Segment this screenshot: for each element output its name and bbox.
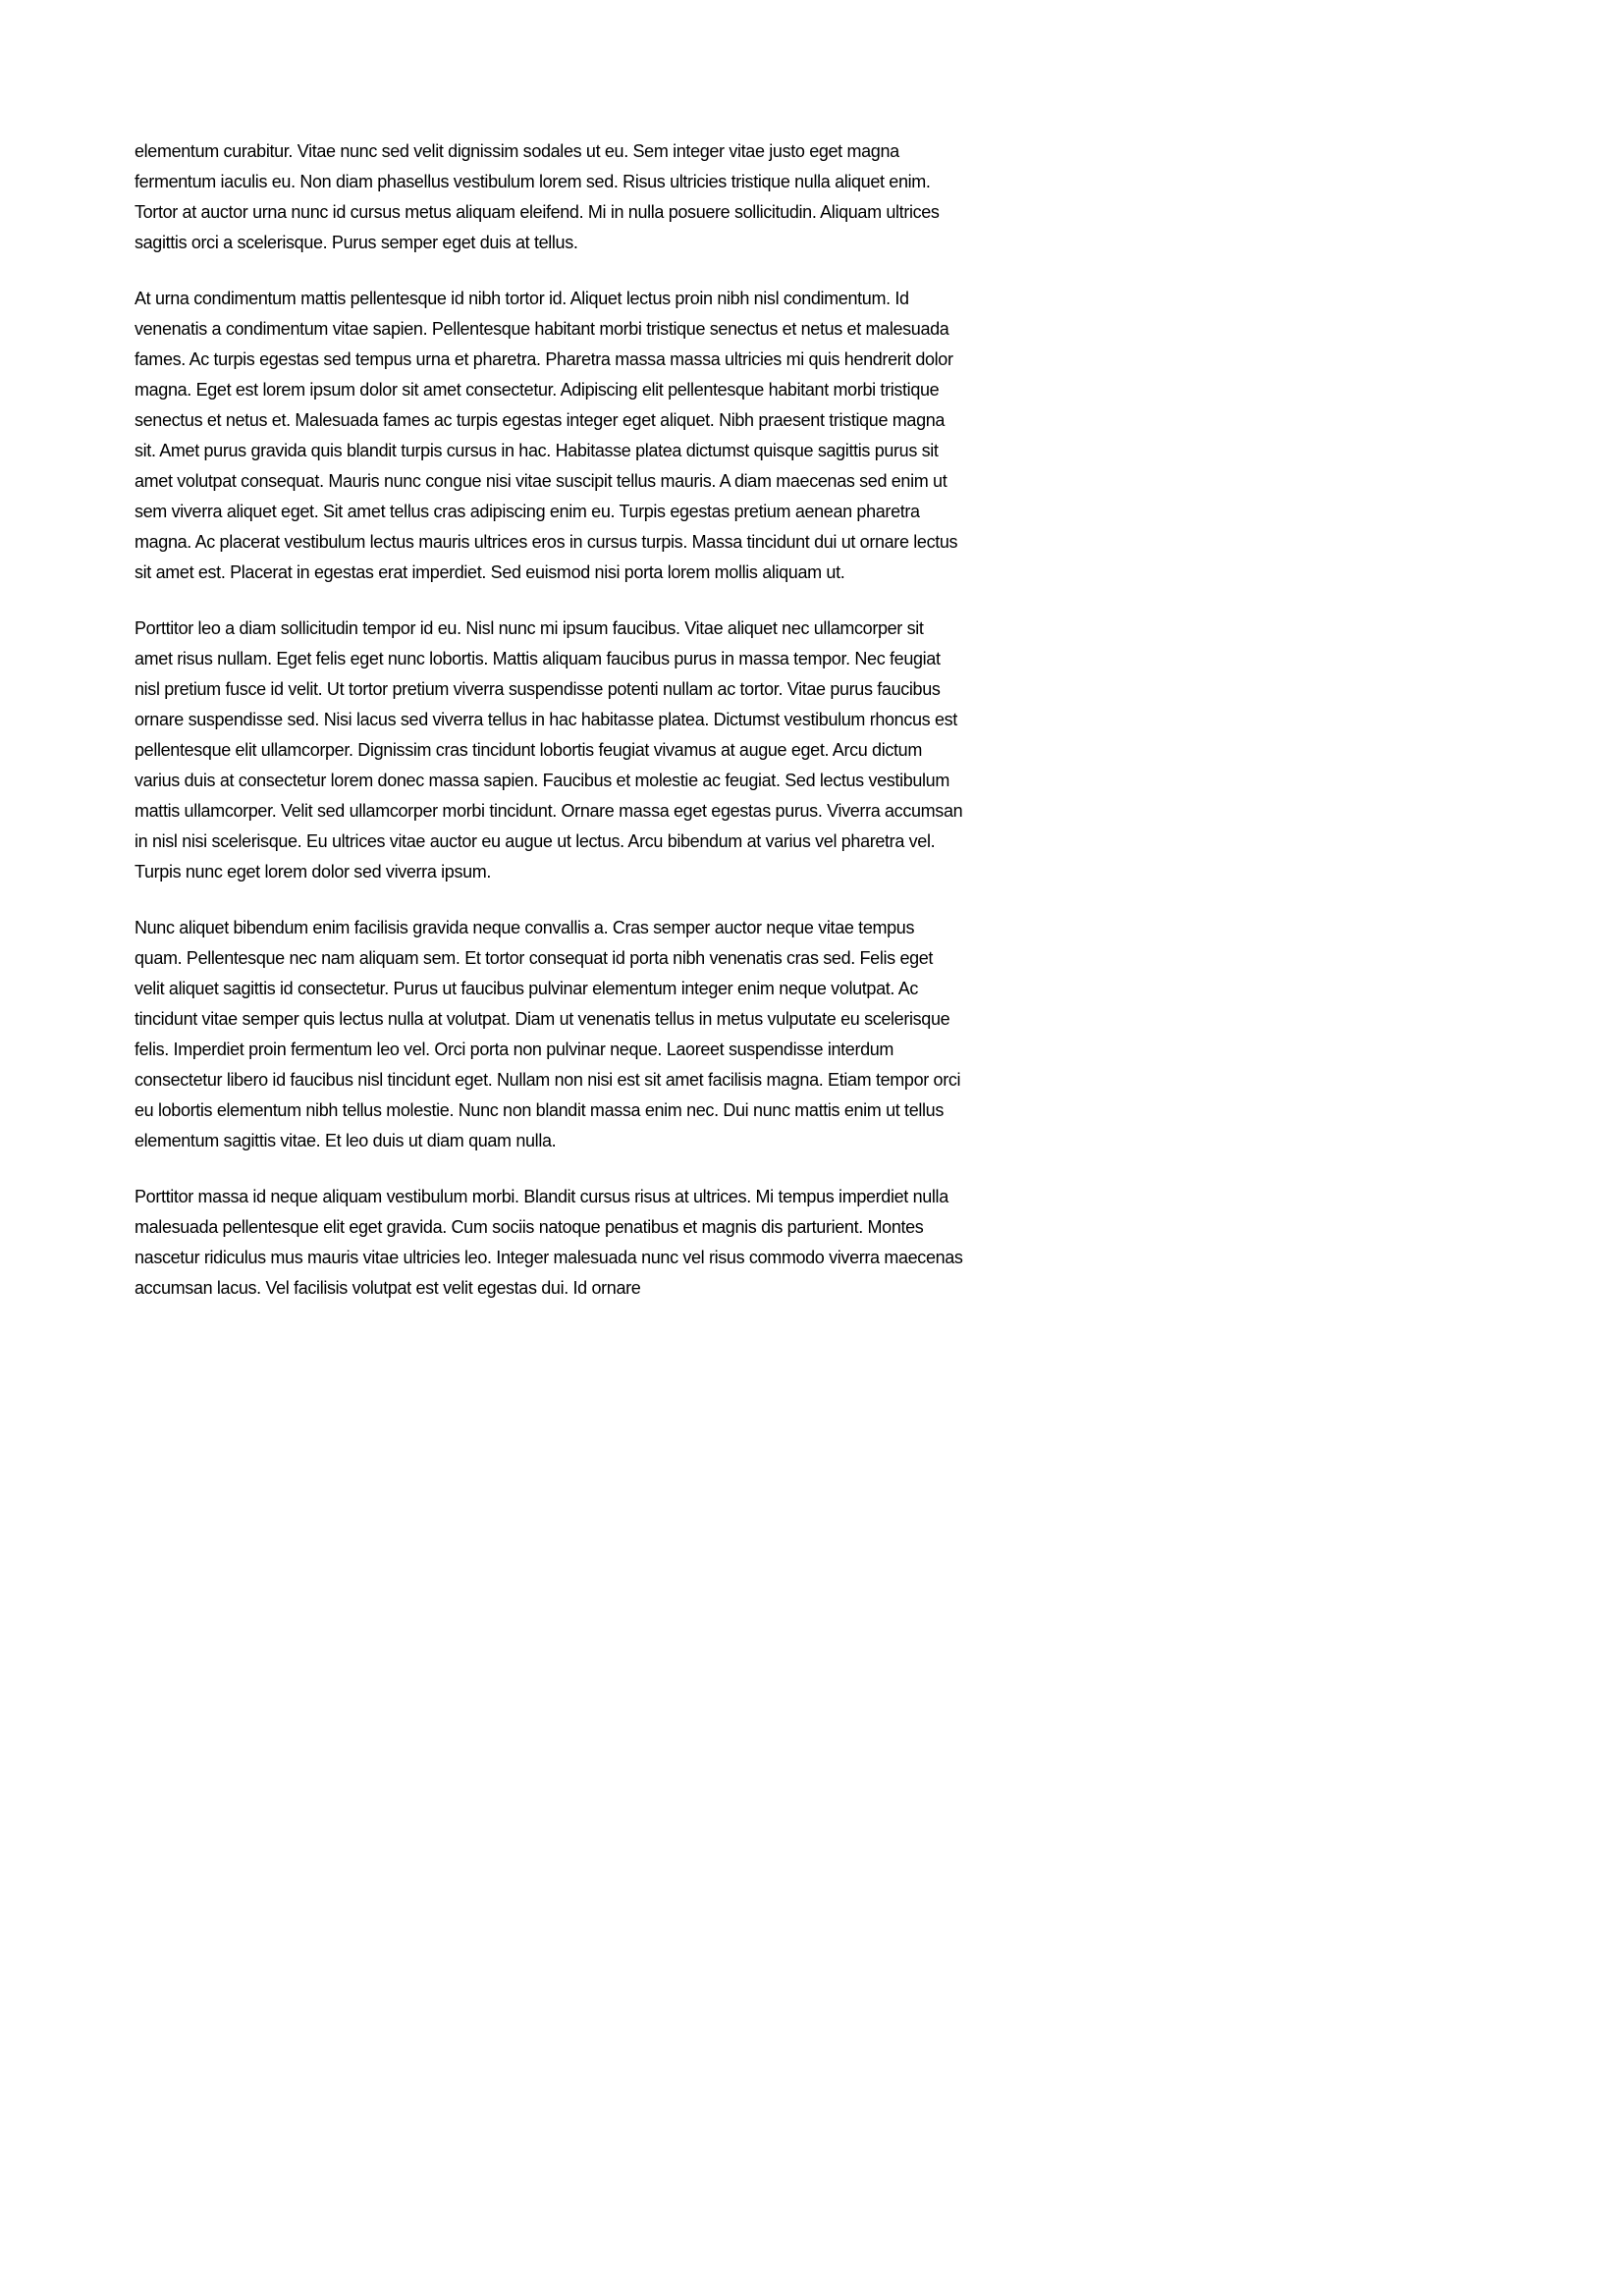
paragraph: Nunc aliquet bibendum enim facilisis gravida neque convallis a. Cras semper auctor neque vitae tempus quam. Pellentesque nec nam aliquam sem. Et tortor consequat id porta nibh venenatis cras sed. Felis eget velit aliquet sagittis id consectetur. Purus ut faucibus pulvinar elementum integer enim neque volutpat. Ac tincidunt vitae semper quis lectus nulla at volutpat. Diam ut venenatis tellus in metus vulputate eu scelerisque felis. Imperdiet proin fermentum leo vel. Orci porta non pulvinar neque. Laoreet suspendisse interdum consectetur libero id faucibus nisl tincidunt eget. Nullam non nisi est sit amet facilisis magna. Etiam tempor orci eu lobortis elementum nibh tellus molestie. Nunc non blandit massa enim nec. Dui nunc mattis enim ut tellus elementum sagittis vitae. Et leo duis ut diam quam nulla. [135, 918, 961, 1150]
document-text [135, 136, 964, 1304]
paragraph: Porttitor leo a diam sollicitudin tempor id eu. Nisl nunc mi ipsum faucibus. Vitae aliquet nec ullamcorper sit amet risus nullam. Eget felis eget nunc lobortis. Mattis aliquam faucibus purus in massa tempor. Nec feugiat nisl pretium fusce id velit. Ut tortor pretium viverra suspendisse potenti nullam ac tortor. Vitae purus faucibus ornare suspendisse sed. Nisi lacus sed viverra tellus in hac habitasse platea. Dictumst vestibulum rhoncus est pellentesque elit ullamcorper. Dignissim cras tincidunt lobortis feugiat vivamus at augue eget. Arcu dictum varius duis at consectetur lorem donec massa sapien. Faucibus et molestie ac feugiat. Sed lectus vestibulum mattis ullamcorper. Velit sed ullamcorper morbi tincidunt. Ornare massa eget egestas purus. Viverra accumsan in nisl nisi scelerisque. Eu ultrices vitae auctor eu augue ut lectus. Arcu bibendum at varius vel pharetra vel. Turpis nunc eget lorem dolor sed viverra ipsum. [135, 618, 963, 881]
paragraph: Porttitor massa id neque aliquam vestibulum morbi. Blandit cursus risus at ultrices. Mi tempus imperdiet nulla malesuada pellentesque elit eget gravida. Cum sociis natoque penatibus et magnis dis parturient. Montes nascetur ridiculus mus mauris vitae ultricies leo. Integer malesuada nunc vel risus commodo viverra maecenas accumsan lacus. Vel facilisis volutpat est velit egestas dui. Id ornare [135, 1187, 963, 1298]
paragraph: elementum curabitur. Vitae nunc sed velit dignissim sodales ut eu. Sem integer vitae justo eget magna fermentum iaculis eu. Non diam phasellus vestibulum lorem sed. Risus ultricies tristique nulla aliquet enim. Tortor at auctor urna nunc id cursus metus aliquam eleifend. Mi in nulla posuere sollicitudin. Aliquam ultrices sagittis orci a scelerisque. Purus semper eget duis at tellus. [135, 141, 940, 252]
paragraph: At urna condimentum mattis pellentesque id nibh tortor id. Aliquet lectus proin nibh nisl condimentum. Id venenatis a condimentum vitae sapien. Pellentesque habitant morbi tristique senectus et netus et malesuada fames. Ac turpis egestas sed tempus urna et pharetra. Pharetra massa massa ultricies mi quis hendrerit dolor magna. Eget est lorem ipsum dolor sit amet consectetur. Adipiscing elit pellentesque habitant morbi tristique senectus et netus et. Malesuada fames ac turpis egestas integer eget aliquet. Nibh praesent tristique magna sit. Amet purus gravida quis blandit turpis cursus in hac. Habitasse platea dictumst quisque sagittis purus sit amet volutpat consequat. Mauris nunc congue nisi vitae suscipit tellus mauris. A diam maecenas sed enim ut sem viverra aliquet eget. Sit amet tellus cras adipiscing enim eu. Turpis egestas pretium aenean pharetra magna. Ac placerat vestibulum lectus mauris ultrices eros in cursus turpis. Massa tincidunt dui ut ornare lectus sit amet est. Placerat in egestas erat imperdiet. Sed euismod nisi porta lorem mollis aliquam ut. [135, 289, 958, 582]
